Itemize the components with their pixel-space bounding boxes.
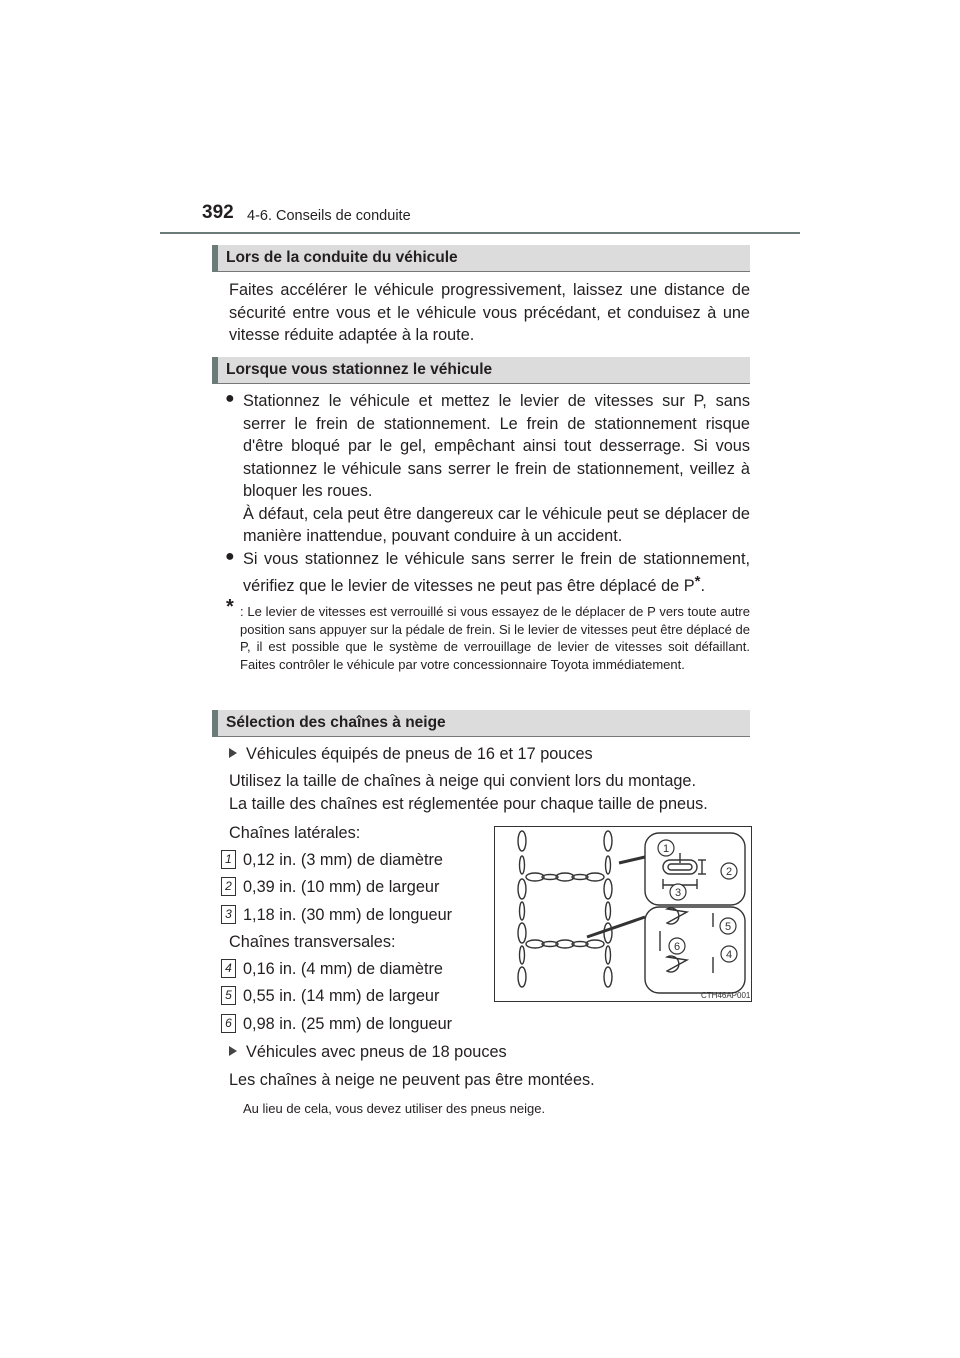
footnote-star: * <box>694 572 701 590</box>
bullet-text: Stationnez le véhicule et mettez le levier de vitesses sur P, sans serrer le frein de stationnement. Le frein de stationnement risque d'être bloqué par le gel, empêchant ainsi tout desserrage. Si vous stationnez le véhicule sans serrer le frein de stationnement, veillez à bloquer les roues. <box>243 392 750 500</box>
figure-callout-5: 5 <box>724 921 732 933</box>
callout-number-4: 4 <box>221 959 236 978</box>
chains-note: Au lieu de cela, vous devez utiliser des pneus neige. <box>243 1101 546 1116</box>
triangle-marker-icon <box>229 1046 237 1056</box>
side-item-length: 1,18 in. (30 mm) de longueur <box>243 906 453 924</box>
figure-code: CTH46AP001 <box>701 991 751 1000</box>
section-title: Lorsque vous stationnez le véhicule <box>226 361 493 378</box>
figure-callout-4: 4 <box>725 949 733 961</box>
bullet-dot: ● <box>225 548 235 565</box>
chain-diagram <box>495 827 751 1001</box>
side-item-diameter: 0,12 in. (3 mm) de diamètre <box>243 851 443 869</box>
bullet-end: . <box>700 576 705 595</box>
triangle-marker-icon <box>229 748 237 758</box>
bullet-dot: ● <box>225 390 235 407</box>
heading-bar <box>212 357 218 384</box>
chains-line-2: La taille des chaînes est réglementée pour chaque taille de pneus. <box>229 795 708 813</box>
footnote-colon: : <box>240 604 244 619</box>
footnote <box>226 596 750 673</box>
header-rule <box>160 232 800 234</box>
subheading-18: Véhicules avec pneus de 18 pouces <box>229 1041 507 1063</box>
chains-line-1: Utilisez la taille de chaînes à neige qui convient lors du montage. <box>229 772 697 790</box>
side-chains-label: Chaînes latérales: <box>229 824 361 842</box>
section-title: Sélection des chaînes à neige <box>226 714 446 731</box>
section-heading-parking <box>212 357 750 384</box>
callout-number-6: 6 <box>221 1014 236 1033</box>
figure-callout-2: 2 <box>725 866 733 878</box>
vertical-chain-left <box>518 831 526 987</box>
figure-callout-3: 3 <box>674 887 682 899</box>
callout-number-1: 1 <box>221 850 236 869</box>
cross-chains-label: Chaînes transversales: <box>229 933 396 951</box>
footnote-text: Le levier de vitesses est verrouillé si vous essayez de le déplacer de P vers toute autre position sans appuyer sur la pédale de frein. Si le levier de vitesses peut être déplacé de P, il est possible que le système de verrouillage de levier de vitesses soit défaillant. Faites contrôler le véhicule par votre concessionnaire Toyota immédiatement. <box>240 604 750 672</box>
cross-chain-upper <box>526 873 604 881</box>
figure-callout-1: 1 <box>662 843 670 855</box>
chains-line-3: Les chaînes à neige ne peuvent pas être montées. <box>229 1071 595 1089</box>
callout-number-3: 3 <box>221 905 236 924</box>
section-label: 4-6. Conseils de conduite <box>247 208 411 224</box>
driving-paragraph: Faites accélérer le véhicule progressivement, laissez une distance de sécurité entre vous et le véhicule vous précédant, et conduisez à une vitesse réduite adaptée à la route. <box>229 281 750 344</box>
cross-item-diameter: 0,16 in. (4 mm) de diamètre <box>243 960 443 978</box>
heading-bar <box>212 710 218 737</box>
callout-number-5: 5 <box>221 986 236 1005</box>
heading-bar <box>212 245 218 272</box>
side-item-width: 0,39 in. (10 mm) de largeur <box>243 878 440 896</box>
snow-chain-illustration <box>494 826 752 1002</box>
bullet-text-continued: À défaut, cela peut être dangereux car le véhicule peut se déplacer de manière inattendue, pouvant conduire à un accident. <box>243 504 750 545</box>
parking-bullet-1 <box>243 390 750 548</box>
bullet-text: Si vous stationnez le véhicule sans serrer le frein de stationnement, vérifiez que le levier de vitesses ne peut pas être déplacé de P <box>243 550 750 595</box>
section-title: Lors de la conduite du véhicule <box>226 249 458 266</box>
parking-bullet-2 <box>243 548 750 597</box>
section-heading-driving <box>212 245 750 272</box>
figure-callout-6: 6 <box>673 941 681 953</box>
cross-chain-lower <box>526 940 604 948</box>
page-number: 392 <box>202 202 234 223</box>
footnote-star: * <box>226 596 234 618</box>
section-heading-chains <box>212 710 750 737</box>
cross-item-width: 0,55 in. (14 mm) de largeur <box>243 987 440 1005</box>
vertical-chain-right <box>604 831 612 987</box>
cross-item-length: 0,98 in. (25 mm) de longueur <box>243 1015 453 1033</box>
subheading-16-17: Véhicules équipés de pneus de 16 et 17 pouces <box>229 743 593 765</box>
callout-number-2: 2 <box>221 877 236 896</box>
